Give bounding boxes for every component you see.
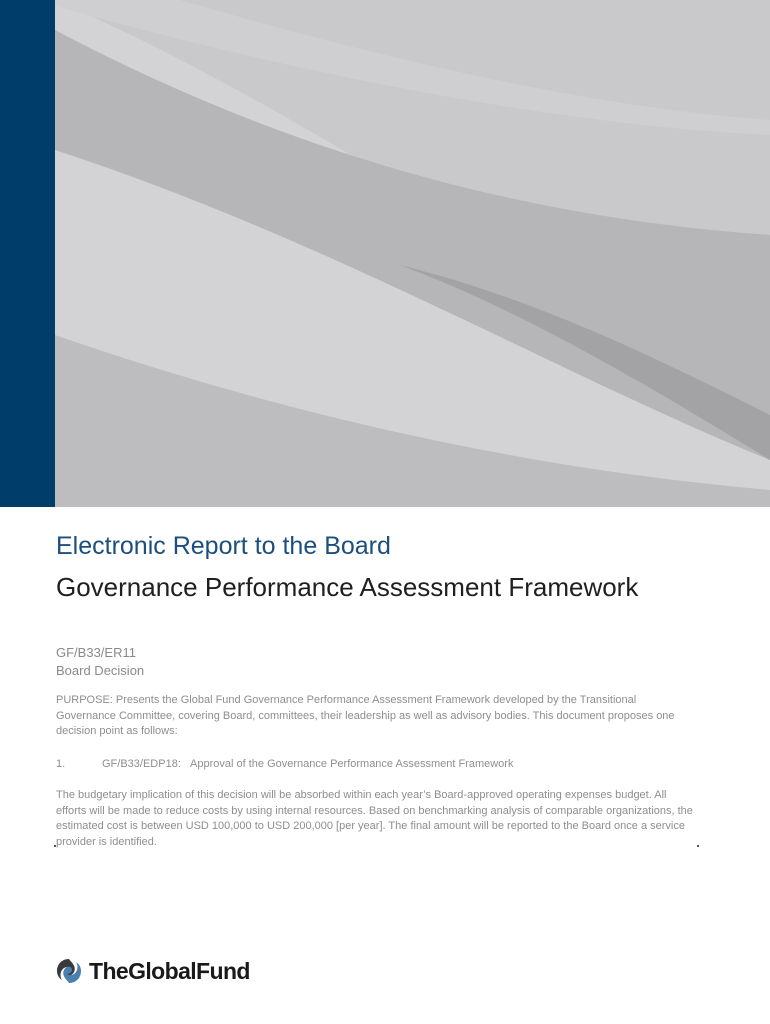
document-kind: Board Decision	[56, 663, 145, 678]
decision-point-text: Approval of the Governance Performance Assessment Framework	[190, 758, 514, 770]
document-code: GF/B33/ER11	[56, 645, 136, 660]
global-fund-logo	[55, 953, 250, 989]
decision-point-number: 1.	[56, 758, 66, 770]
purpose-paragraph: PURPOSE: Presents the Global Fund Governance Performance Assessment Framework developed by the Transitional Governance Committee, covering Board, committees, their leadership as well as advisory bodies. This document proposes one decision point as follows:	[56, 694, 675, 737]
budget-paragraph: The budgetary implication of this decision will be absorbed within each year’s Board-approved operating expenses budget. All efforts will be made to reduce costs by using internal resources. Based on benchmarking analysis of comparable organizations, the estimated cost is between USD 100,000 to USD 200,000 [per year]. The final amount will be reported to the Board once a service provider is identified.	[56, 789, 693, 848]
logo-wordmark: TheGlobalFund	[89, 957, 250, 984]
global-fund-swirl-icon	[55, 957, 83, 985]
report-type-heading: Electronic Report to the Board	[56, 532, 391, 560]
document-title: Governance Performance Assessment Framework	[56, 572, 639, 602]
side-color-band	[0, 0, 55, 507]
right-dot-mark	[697, 845, 699, 847]
cover-curves	[0, 0, 770, 507]
left-dot-mark	[54, 845, 56, 847]
decision-point-code: GF/B33/EDP18:	[102, 758, 181, 770]
decision-point-item	[56, 758, 513, 770]
cover-artwork	[0, 0, 770, 507]
